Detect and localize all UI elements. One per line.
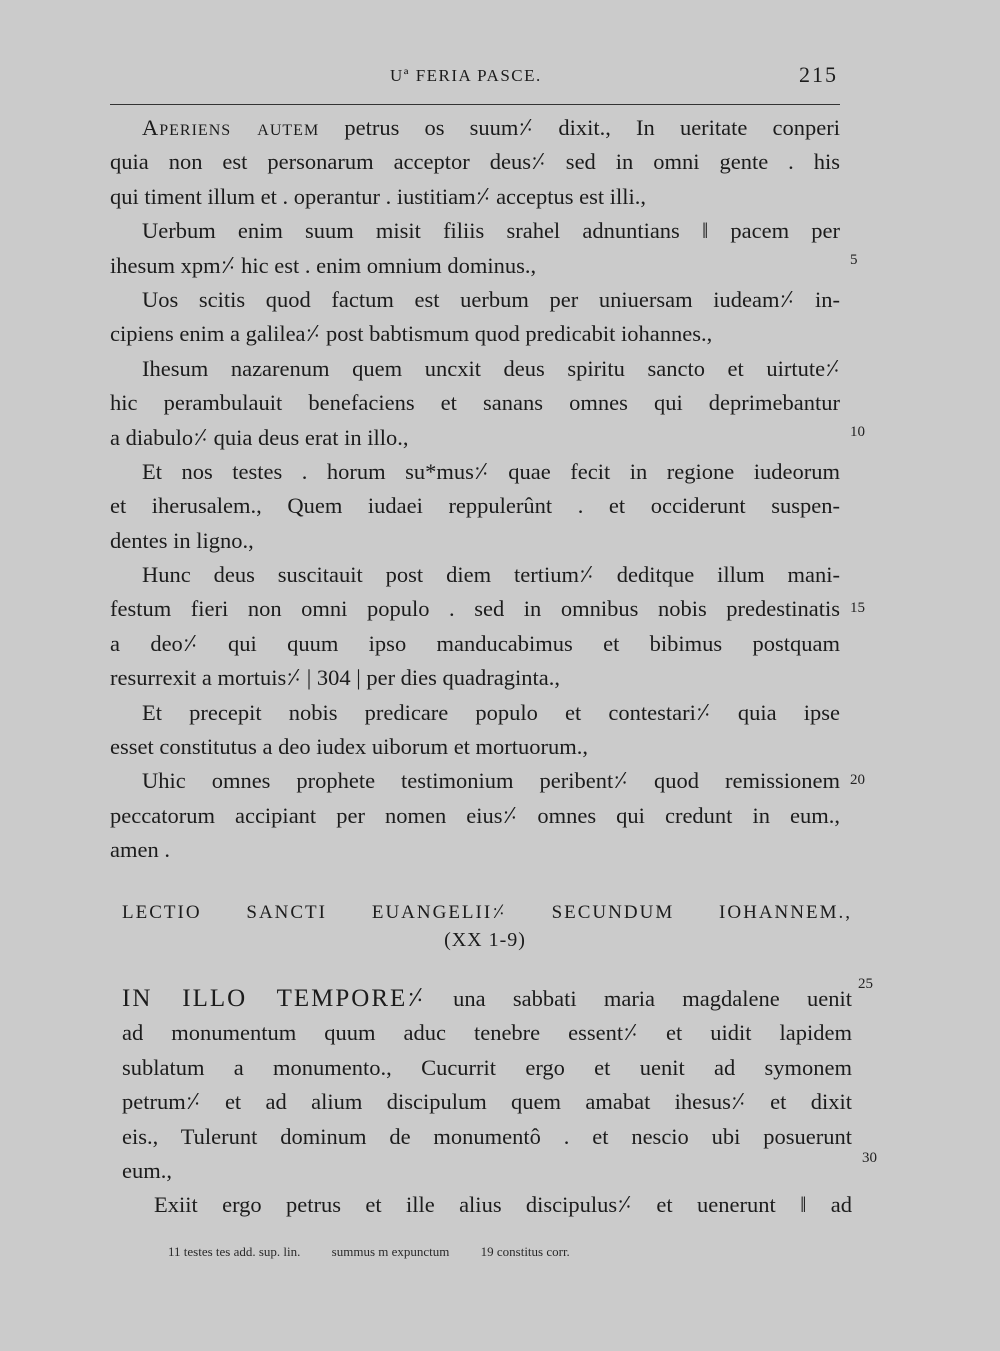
text-line: peccatorum accipiant per nomen eius⸓ omnes qui credunt in eum., [110, 802, 840, 828]
epistle-text [110, 111, 840, 868]
footnote: 19 constitus corr. [480, 1244, 570, 1259]
line-number: 30 [862, 1150, 877, 1166]
line-number: 25 [858, 976, 873, 992]
text-line: cipiens enim a galilea⸓ post babtismum quod predicabit iohannes., [110, 321, 713, 347]
text-line: Uhic omnes prophete testimonium peribent⸓ quod remissionem [142, 768, 840, 794]
running-title: Uª FERIA PASCE. [390, 66, 542, 85]
line-number: 5 [850, 252, 858, 268]
text-line: dentes in ligno., [110, 527, 254, 553]
text-line: Exiit ergo petrus et ille alius discipulus⸓ et uenerunt ‖ ad [154, 1192, 852, 1218]
text-line: a deo⸓ qui quum ipso manducabimus et bibimus postquam [110, 630, 840, 656]
text-line: qui timent illum et . operantur . iustitiam⸓ acceptus est illi., [110, 183, 647, 209]
text-line: Ihesum nazarenum quem uncxit deus spiritu sancto et uirtute⸓ [142, 355, 840, 381]
section-reference: (XX 1-9) [444, 929, 526, 951]
running-header [110, 62, 840, 102]
text-line: ihesum xpm⸓ hic est . enim omnium dominus., [110, 252, 537, 278]
text-line: quia non est personarum acceptor deus⸓ sed in omni gente . his [110, 149, 840, 175]
text-line: resurrexit a mortuis⸓ | 304 | per dies quadraginta., [110, 665, 561, 691]
footnote: 11 testes tes add. sup. lin. [168, 1244, 301, 1259]
page-number: 215 [799, 62, 838, 87]
text-line: Et nos testes . horum su*mus⸓ quae fecit in regione iudeorum [142, 458, 840, 484]
text-line: Uerbum enim suum misit filiis srahel adnuntians ‖ pacem per [142, 218, 840, 244]
line-number: 10 [850, 424, 865, 440]
text-line: eis., Tulerunt dominum de monumentô . et nescio ubi posuerunt [122, 1123, 852, 1149]
opening-caps: IN ILLO TEMPORE⸓ [122, 985, 426, 1012]
text-line: eum., [122, 1157, 172, 1183]
text-line: amen . [110, 837, 170, 863]
text-line [110, 111, 840, 145]
footnote: summus m expunctum [331, 1244, 450, 1259]
footnotes [168, 1244, 848, 1260]
section-heading: LECTIO SANCTI EUANGELII⸓ SECUNDUM IOHANNEM., [122, 902, 852, 923]
opening-word: Aperiens autem [142, 115, 320, 140]
text-line [122, 982, 852, 1016]
text-line: ad monumentum quum aduc tenebre essent⸓ et uidit lapidem [122, 1020, 852, 1046]
text-line-rest: petrus os suum⸓ dixit., In ueritate conperi [344, 115, 841, 140]
header-rule [110, 104, 840, 105]
text-line: petrum⸓ et ad alium discipulum quem amabat ihesus⸓ et dixit [122, 1089, 852, 1115]
text-line: a diabulo⸓ quia deus erat in illo., [110, 424, 409, 450]
text-line: Hunc deus suscitauit post diem tertium⸓ deditque illum mani- [142, 562, 840, 588]
text-line: Et precepit nobis predicare populo et contestari⸓ quia ipse [142, 699, 840, 725]
text-line: festum fieri non omni populo . sed in omnibus nobis predestinatis [110, 596, 840, 622]
text-line-rest: una sabbati maria magdalene uenit [453, 986, 853, 1011]
text-line: Uos scitis quod factum est uerbum per uniuersam iudeam⸓ in- [142, 286, 840, 312]
line-number: 20 [850, 772, 865, 788]
line-number: 15 [850, 600, 865, 616]
gospel-text [122, 982, 852, 1223]
text-line: et iherusalem., Quem iudaei reppulerûnt . et occiderunt suspen- [110, 493, 840, 519]
text-line: esset constitutus a deo iudex uiborum et mortuorum., [110, 734, 589, 760]
text-line: hic perambulauit benefaciens et sanans omnes qui deprimebantur [110, 390, 840, 416]
text-line: sublatum a monumento., Cucurrit ergo et uenit ad symonem [122, 1054, 852, 1080]
